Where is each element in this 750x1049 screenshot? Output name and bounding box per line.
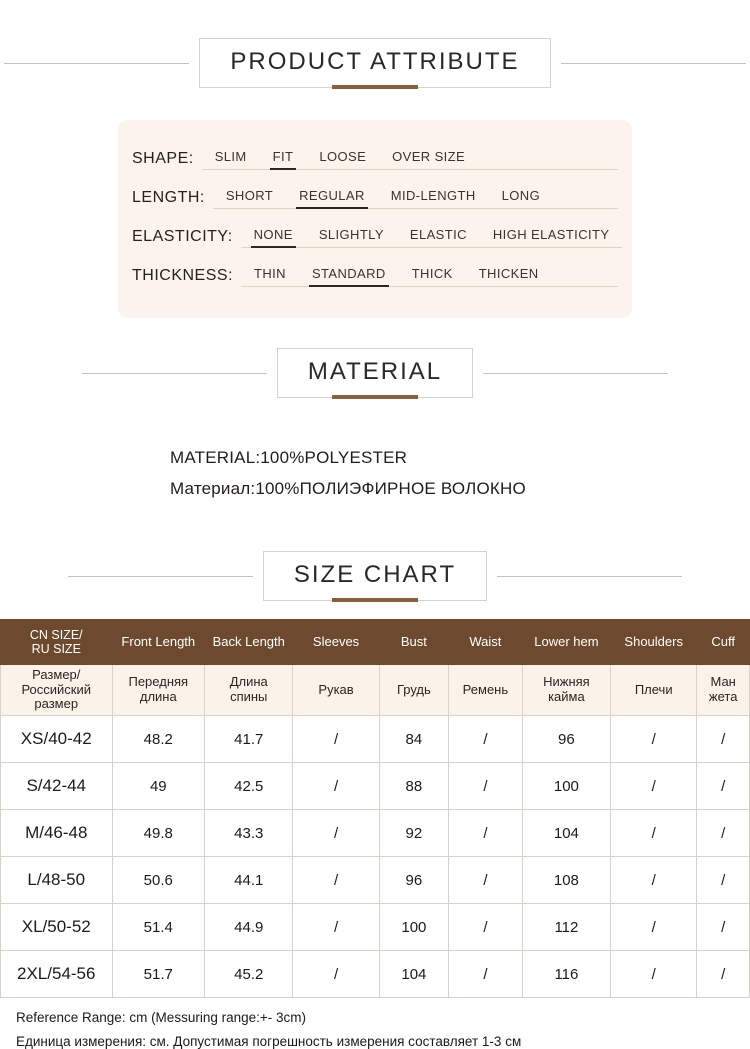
attribute-label-thickness: THICKNESS: [132,267,234,284]
attribute-option-thicken[interactable]: THICKEN [478,266,539,281]
attribute-options-elasticity [241,227,623,248]
table-row [1,904,750,951]
table-row [1,810,750,857]
header-ru-hem-line2: кайма [548,689,585,704]
cell-size: 2XL/54-56 [1,951,113,998]
table-row [1,857,750,904]
cell-lower-hem: 112 [522,904,610,951]
cell-back-length: 43.3 [205,810,293,857]
header-lower-hem: Lower hem [522,620,610,665]
table-row [1,951,750,998]
cell-cuff: / [697,857,750,904]
cell-shoulders: / [611,716,697,763]
attribute-option-mid-length[interactable]: MID-LENGTH [390,188,476,203]
cell-waist: / [449,857,523,904]
attribute-option-regular[interactable]: REGULAR [286,188,378,205]
header-ru-waist: Ремень [449,665,523,716]
header-ru-lower-hem [522,665,610,716]
header-cn-size-line2: RU SIZE [31,642,81,656]
attribute-option-high-elasticity[interactable]: HIGH ELASTICITY [492,227,610,242]
cell-sleeves: / [293,716,379,763]
header-ru-back-line2: спины [230,689,268,704]
material-block [0,448,750,499]
cell-cuff: / [697,951,750,998]
cell-front-length: 49 [112,763,205,810]
cell-lower-hem: 96 [522,716,610,763]
attribute-options-shape [202,149,618,170]
table-header-russian [1,665,750,716]
cell-front-length: 48.2 [112,716,205,763]
measurement-notes [0,998,750,1049]
cell-lower-hem: 104 [522,810,610,857]
header-ru-bust: Грудь [379,665,448,716]
material-heading [0,348,750,398]
cell-front-length: 49.8 [112,810,205,857]
header-ru-back-line1: Длина [229,674,268,690]
cell-back-length: 44.1 [205,857,293,904]
material-line-english: MATERIAL:100%POLYESTER [170,448,408,467]
attribute-option-loose[interactable]: LOOSE [319,149,367,164]
cell-back-length: 42.5 [205,763,293,810]
attribute-option-slim[interactable]: SLIM [214,149,247,164]
header-ru-size-line2: Российский [21,681,92,697]
size-chart-heading [0,551,750,601]
header-ru-cuff-line2: жета [708,689,738,704]
cell-shoulders: / [611,904,697,951]
size-rule-right [497,576,682,577]
cell-cuff: / [697,904,750,951]
cell-cuff: / [697,810,750,857]
cell-cuff: / [697,763,750,810]
header-cuff: Cuff [697,620,750,665]
header-ru-front-line1: Передняя [128,674,189,690]
attribute-options-thickness [241,266,618,287]
material-title-underline [332,395,418,399]
attribute-row-elasticity [132,218,618,257]
cell-size: M/46-48 [1,810,113,857]
cell-lower-hem: 100 [522,763,610,810]
attribute-row-shape [132,140,618,179]
header-ru-cuff [697,665,750,716]
attribute-option-elastic[interactable]: ELASTIC [409,227,467,242]
size-chart-table [0,619,750,998]
attribute-label-elasticity: ELASTICITY: [132,228,233,245]
cell-front-length: 50.6 [112,857,205,904]
cell-bust: 100 [379,904,448,951]
product-attribute-heading [0,38,750,88]
cell-sleeves: / [293,857,379,904]
attribute-options-length [213,188,618,209]
attribute-option-over-size[interactable]: OVER SIZE [392,149,466,164]
cell-size: S/42-44 [1,763,113,810]
cell-sleeves: / [293,951,379,998]
attribute-panel [118,120,632,318]
attribute-option-slightly[interactable]: SLIGHTLY [318,227,384,242]
size-chart-title: SIZE CHART [293,561,457,588]
product-attribute-title-box [199,38,550,88]
product-attribute-title: PRODUCT ATTRIBUTE [230,48,520,75]
cell-waist: / [449,716,523,763]
attribute-option-short[interactable]: SHORT [225,188,274,203]
header-back-length: Back Length [205,620,293,665]
cell-lower-hem: 116 [522,951,610,998]
header-waist: Waist [449,620,523,665]
table-row [1,763,750,810]
cell-sleeves: / [293,904,379,951]
cell-bust: 88 [379,763,448,810]
material-rule-left [82,373,267,374]
size-rule-left [68,576,253,577]
attribute-label-shape: SHAPE: [132,150,194,167]
size-title-underline [332,598,418,602]
header-sleeves: Sleeves [293,620,379,665]
cell-bust: 92 [379,810,448,857]
cell-size: XS/40-42 [1,716,113,763]
cell-lower-hem: 108 [522,857,610,904]
header-cn-ru-size [1,620,113,665]
cell-shoulders: / [611,951,697,998]
material-line-russian: Материал:100%ПОЛИЭФИРНОЕ ВОЛОКНО [170,479,526,498]
cell-bust: 104 [379,951,448,998]
header-cn-size-line1: CN SIZE/ [29,627,83,642]
cell-waist: / [449,951,523,998]
cell-bust: 84 [379,716,448,763]
attribute-option-none[interactable]: NONE [241,227,306,244]
cell-front-length: 51.4 [112,904,205,951]
cell-sleeves: / [293,763,379,810]
header-ru-front-line2: длина [139,689,177,704]
cell-front-length: 51.7 [112,951,205,998]
material-rule-right [483,373,668,374]
header-ru-hem-line1: Нижняя [543,674,590,690]
header-ru-cuff-line1: Ман [710,674,736,690]
note-english: Reference Range: cm (Messuring range:+- 3cm) [16,1010,306,1025]
cell-back-length: 45.2 [205,951,293,998]
cell-size: XL/50-52 [1,904,113,951]
cell-shoulders: / [611,763,697,810]
cell-waist: / [449,763,523,810]
header-ru-front-length [112,665,205,716]
note-russian: Единица измерения: см. Допустимая погрешность измерения составляет 1-3 см [16,1034,522,1049]
heading-rule-right [561,63,746,64]
cell-sleeves: / [293,810,379,857]
material-title: MATERIAL [307,358,443,385]
attribute-option-long[interactable]: LONG [501,188,541,203]
cell-back-length: 44.9 [205,904,293,951]
attribute-row-length [132,179,618,218]
attribute-option-thick[interactable]: THICK [411,266,453,281]
cell-waist: / [449,904,523,951]
header-ru-size [1,665,113,716]
size-chart-title-box [263,551,487,601]
table-row [1,716,750,763]
header-ru-size-line1: Размер/ [32,666,81,682]
header-bust: Bust [379,620,448,665]
title-underline [332,85,418,89]
attribute-row-thickness [132,257,618,296]
table-header-english [1,620,750,665]
attribute-option-fit[interactable]: FIT [260,149,307,166]
header-ru-sleeves: Рукав [293,665,379,716]
material-title-box [277,348,473,398]
header-shoulders: Shoulders [611,620,697,665]
cell-cuff: / [697,716,750,763]
cell-shoulders: / [611,810,697,857]
cell-shoulders: / [611,857,697,904]
header-ru-size-line3: размер [34,696,79,712]
heading-rule-left [4,63,189,64]
attribute-option-standard[interactable]: STANDARD [299,266,399,283]
cell-back-length: 41.7 [205,716,293,763]
attribute-label-length: LENGTH: [132,189,205,206]
header-ru-shoulders: Плечи [611,665,697,716]
header-front-length: Front Length [112,620,205,665]
header-ru-back-length [205,665,293,716]
cell-size: L/48-50 [1,857,113,904]
attribute-option-thin[interactable]: THIN [254,266,286,281]
cell-waist: / [449,810,523,857]
cell-bust: 96 [379,857,448,904]
